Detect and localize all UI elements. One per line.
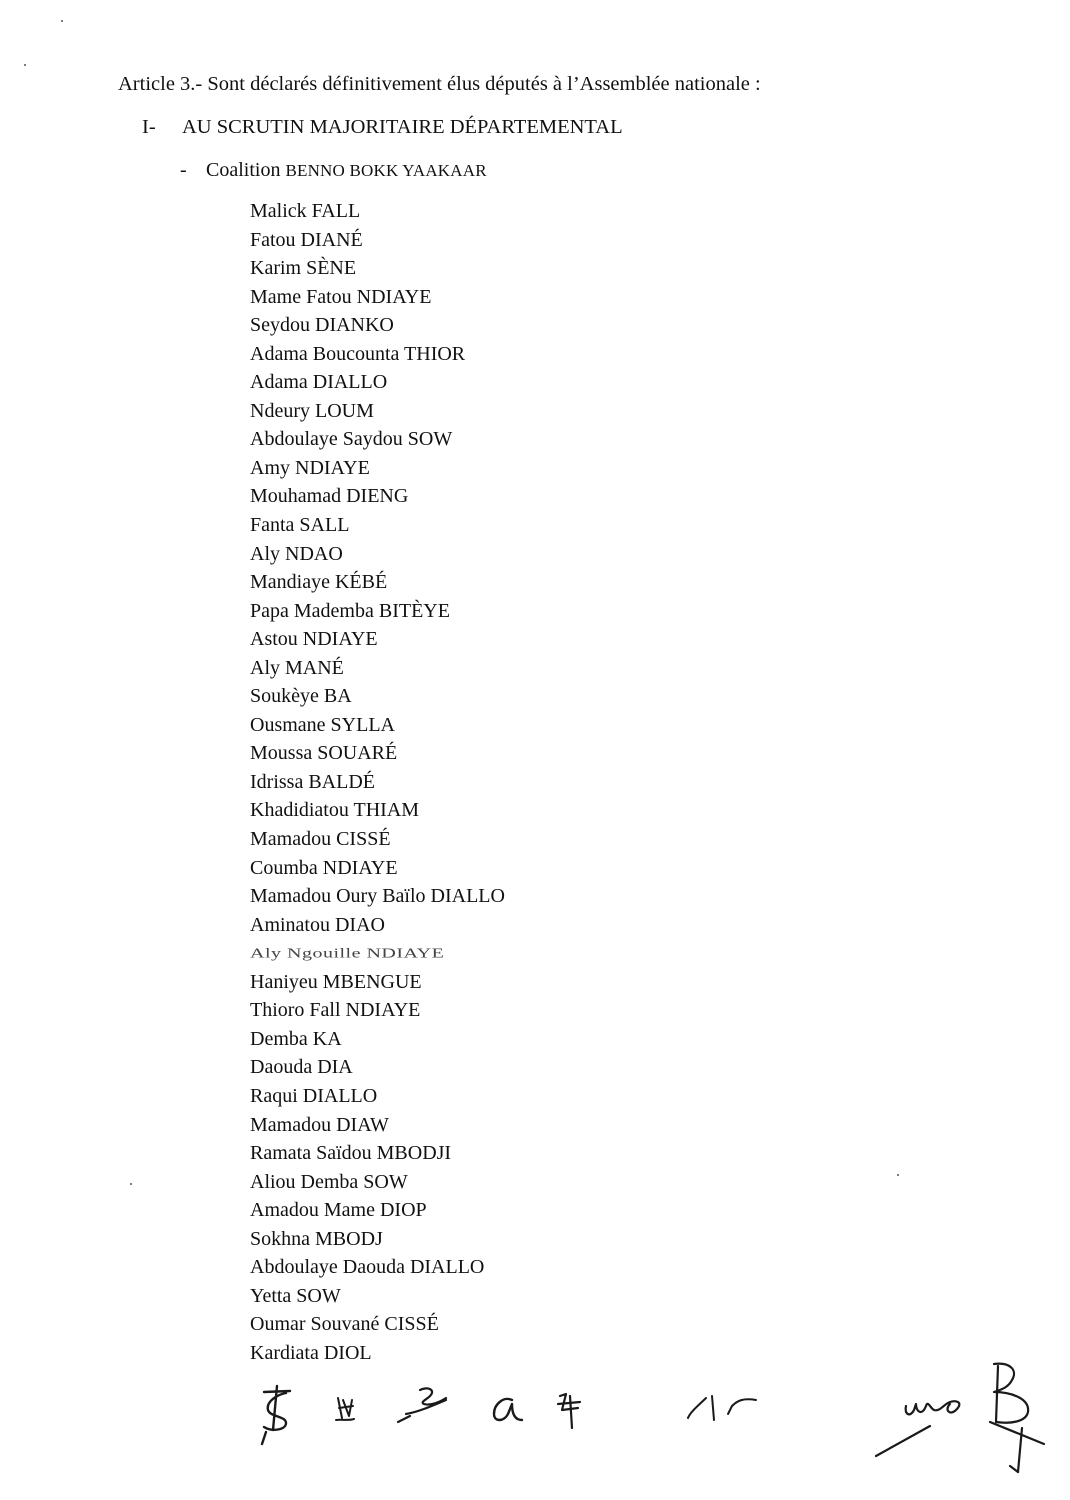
deputy-name: Daouda DIA xyxy=(250,1056,353,1079)
deputy-name: Abdoulaye Saydou SOW xyxy=(250,428,453,451)
initial-mark xyxy=(398,1388,446,1422)
coalition-name: BENNO BOKK YAAKAAR xyxy=(285,161,487,180)
deputy-name: Papa Mademba BITÈYE xyxy=(250,599,450,622)
deputy-name: Aly Ngouille NDIAYE xyxy=(250,945,445,962)
deputy-name: Mamadou Oury Baïlo DIALLO xyxy=(250,885,505,908)
deputy-name: Karim SÈNE xyxy=(250,257,357,280)
deputy-name: Mouhamad DIENG xyxy=(250,485,409,508)
section-heading xyxy=(142,113,623,141)
section-number: I- xyxy=(142,116,156,138)
scan-speck xyxy=(130,1183,132,1185)
deputy-name: Fanta SALL xyxy=(250,514,350,537)
initial-mark xyxy=(876,1364,1044,1472)
deputy-name: Demba KA xyxy=(250,1027,342,1050)
deputy-name: Aly NDAO xyxy=(250,542,343,565)
deputy-name: Raqui DIALLO xyxy=(250,1084,378,1107)
deputy-name: Aminatou DIAO xyxy=(250,913,385,936)
deputy-name: Kardiata DIOL xyxy=(250,1341,372,1364)
deputy-name: Coumba NDIAYE xyxy=(250,856,398,879)
deputy-name: Amadou Mame DIOP xyxy=(250,1199,427,1222)
handwritten-initials xyxy=(0,1360,1070,1500)
scan-speck xyxy=(61,20,63,22)
coalition-line xyxy=(180,156,487,185)
deputy-name: Ousmane SYLLA xyxy=(250,713,395,736)
deputy-name: Abdoulaye Daouda DIALLO xyxy=(250,1256,485,1279)
deputy-name: Haniyeu MBENGUE xyxy=(250,970,422,993)
deputy-name: Amy NDIAYE xyxy=(250,456,370,479)
deputy-name: Adama DIALLO xyxy=(250,371,388,394)
scan-speck xyxy=(897,1174,899,1176)
deputy-name: Astou NDIAYE xyxy=(250,628,378,651)
deputy-name: Ramata Saïdou MBODJI xyxy=(250,1142,452,1165)
deputy-name: Mamadou CISSÉ xyxy=(250,828,391,851)
deputy-name: Aliou Demba SOW xyxy=(250,1170,408,1193)
deputy-name: Malick FALL xyxy=(250,200,361,222)
deputy-name: Idrissa BALDÉ xyxy=(250,770,375,793)
deputy-name: Ndeury LOUM xyxy=(250,399,374,422)
deputy-name: Fatou DIANÉ xyxy=(250,228,363,251)
deputy-name: Aly MANÉ xyxy=(250,656,344,679)
article-heading: Article 3.- Sont déclarés définitivement élus députés à l’Assemblée nationale : xyxy=(118,73,761,95)
initial-mark xyxy=(262,1386,290,1444)
deputy-name: Soukèye BA xyxy=(250,685,352,708)
deputy-name: Mame Fatou NDIAYE xyxy=(250,285,432,308)
deputy-name: Mandiaye KÉBÉ xyxy=(250,571,388,594)
deputy-name: Adama Boucounta THIOR xyxy=(250,342,466,365)
list-dash: - xyxy=(180,159,187,181)
deputy-name: Yetta SOW xyxy=(250,1284,341,1307)
deputy-name: Mamadou DIAW xyxy=(250,1113,389,1136)
deputy-name: Oumar Souvané CISSÉ xyxy=(250,1313,439,1336)
initial-mark xyxy=(558,1394,580,1428)
elected-deputies-list xyxy=(250,197,505,1367)
section-title: AU SCRUTIN MAJORITAIRE DÉPARTEMENTAL xyxy=(182,116,623,138)
deputy-name: Thioro Fall NDIAYE xyxy=(250,999,421,1022)
scan-speck xyxy=(24,64,26,66)
initial-mark xyxy=(336,1398,354,1420)
coalition-prefix: Coalition xyxy=(206,159,281,181)
initial-mark xyxy=(688,1396,756,1420)
deputy-name: Seydou DIANKO xyxy=(250,314,394,337)
deputy-name: Moussa SOUARÉ xyxy=(250,742,398,765)
initials-row xyxy=(0,1360,1070,1500)
deputy-name: Khadidiatou THIAM xyxy=(250,799,420,822)
initial-mark xyxy=(494,1399,522,1420)
deputy-name: Sokhna MBODJ xyxy=(250,1227,383,1250)
